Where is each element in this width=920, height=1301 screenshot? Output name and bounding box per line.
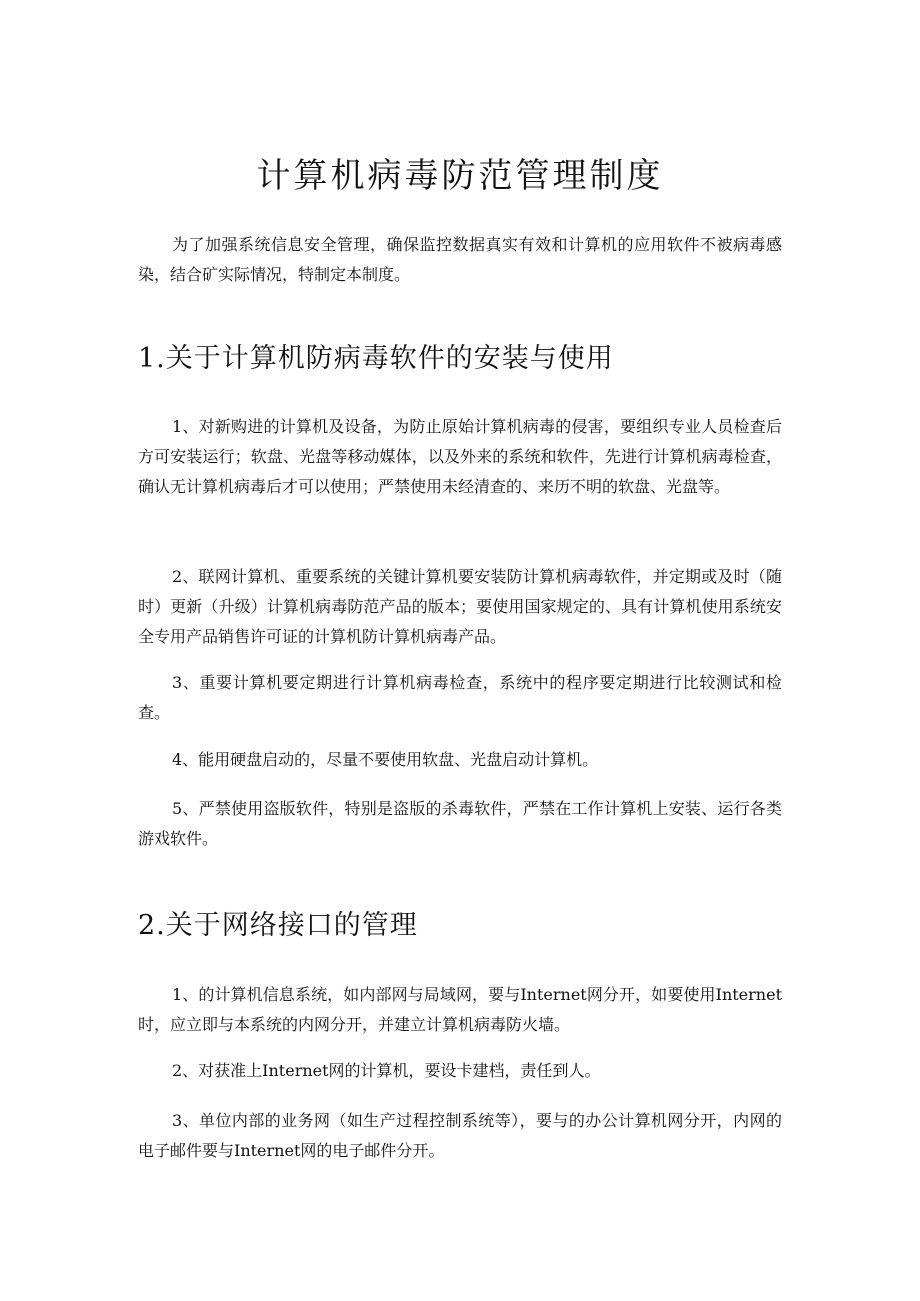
section-1-item-4: 4、能用硬盘启动的，尽量不要使用软盘、光盘启动计算机。	[172, 750, 599, 769]
section-1-item-2: 2、联网计算机、重要系统的关键计算机要安装防计算机病毒软件，并定期或及时（随时）更新（升级）计算机病毒防范产品的版本；要使用国家规定的、具有计算机使用系统安全专用产品销售许可证的计算机防计算机病毒产品。	[138, 567, 782, 646]
section-heading-1: 1.关于计算机防病毒软件的安装与使用	[138, 343, 614, 374]
section-2-item-2: 2、对获准上Internet网的计算机，要设卡建档，责任到人。	[172, 1061, 601, 1080]
section-2-item-1: 1、的计算机信息系统，如内部网与局域网，要与Internet网分开，如要使用Internet时，应立即与本系统的内网分开，并建立计算机病毒防火墙。	[138, 985, 782, 1034]
section-2-item-3: 3、单位内部的业务网（如生产过程控制系统等），要与的办公计算机网分开，内网的电子邮件要与Internet网的电子邮件分开。	[138, 1111, 782, 1160]
section-1-item-5: 5、严禁使用盗版软件，特别是盗版的杀毒软件，严禁在工作计算机上安装、运行各类游戏软件。	[138, 799, 782, 848]
document-title: 计算机病毒防范管理制度	[256, 156, 664, 196]
intro-paragraph: 为了加强系统信息安全管理，确保监控数据真实有效和计算机的应用软件不被病毒感染，结合矿实际情况，特制定本制度。	[138, 235, 782, 284]
section-1-item-1: 1、对新购进的计算机及设备，为防止原始计算机病毒的侵害，要组织专业人员检查后方可安装运行；软盘、光盘等移动媒体，以及外来的系统和软件，先进行计算机病毒检查，确认无计算机病毒后才可以使用；严禁使用未经清查的、来历不明的软盘、光盘等。	[138, 417, 782, 496]
section-1-item-3: 3、重要计算机要定期进行计算机病毒检查，系统中的程序要定期进行比较测试和检查。	[138, 673, 782, 722]
section-heading-2: 2.关于网络接口的管理	[138, 910, 418, 941]
